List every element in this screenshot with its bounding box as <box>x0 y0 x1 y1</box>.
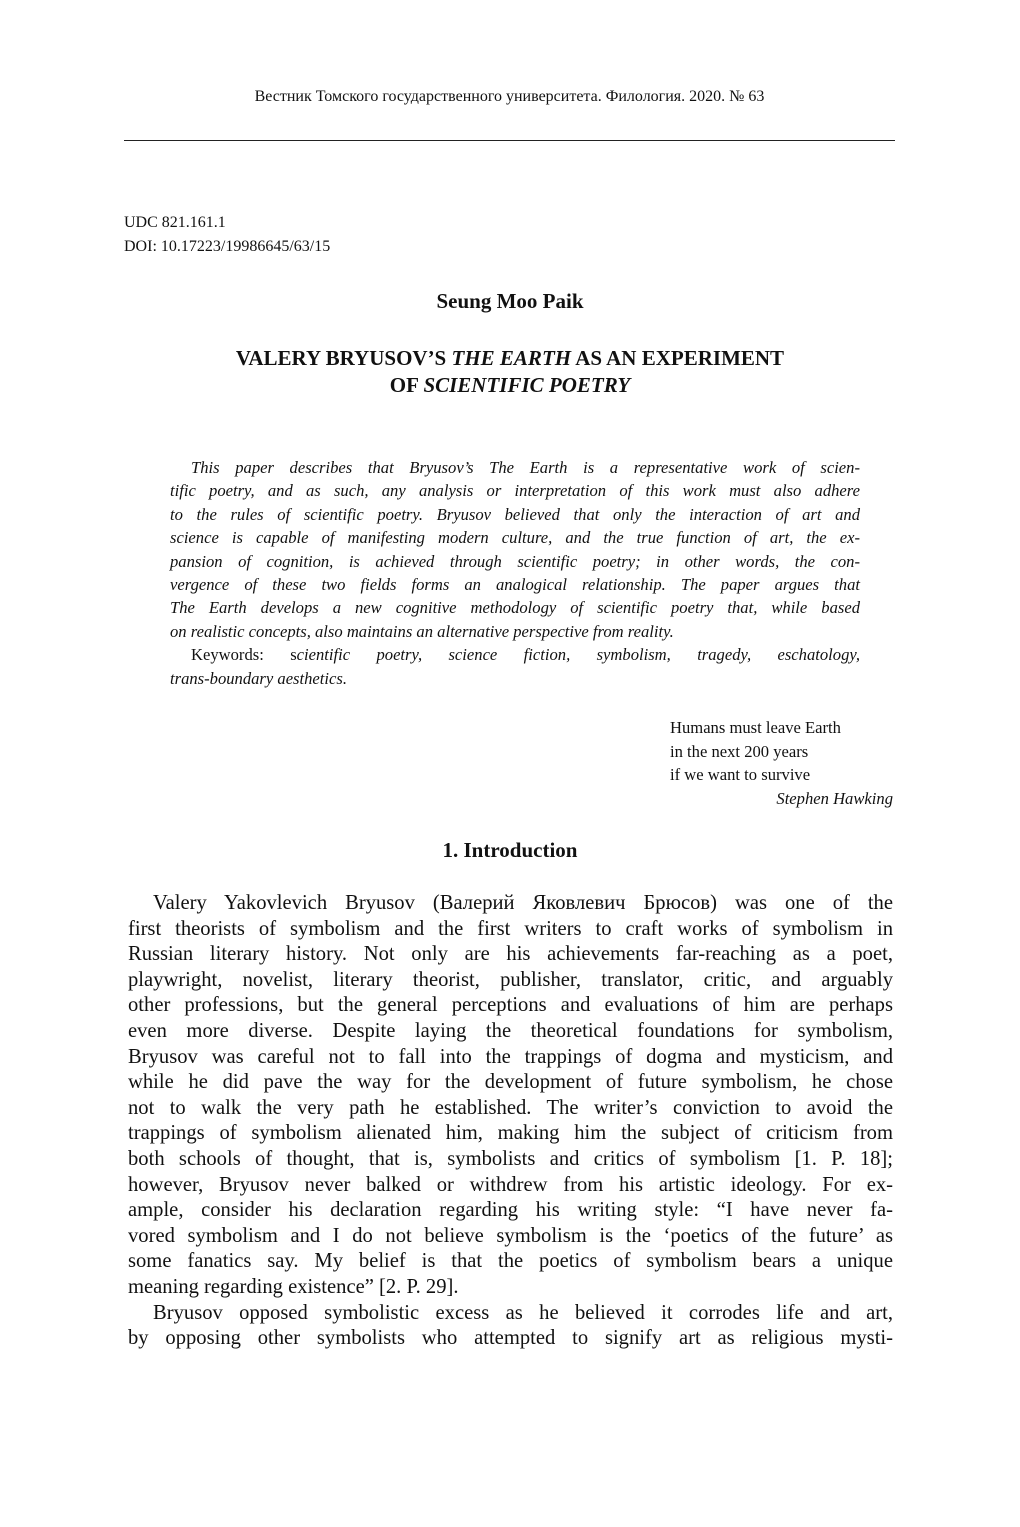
body-line: Valery Yakovlevich Bryusov (Валерий Яковлевич Брюсов) was one of the <box>153 892 893 914</box>
keywords-label: Keywords: s <box>191 645 297 665</box>
abstract <box>170 456 860 690</box>
body-line: trappings of symbolism alienated him, making him the subject of criticism from <box>128 1122 893 1145</box>
article-identifiers <box>124 211 330 259</box>
epigraph <box>670 716 893 810</box>
body-line: not to walk the very path he established. The writer’s conviction to avoid the <box>128 1096 893 1119</box>
body-line: vored symbolism and I do not believe symbolism is the ‘poetics of the future’ as <box>128 1224 893 1247</box>
body-line: while he did pave the way for the development of future symbolism, he chose <box>128 1071 893 1094</box>
body-line: first theorists of symbolism and the first writers to craft works of symbolism in <box>128 917 893 940</box>
author-name: Seung Moo Paik <box>436 289 584 313</box>
epigraph-line: in the next 200 years <box>670 741 809 761</box>
body-line: by opposing other symbolists who attempted to signify art as religious mysti- <box>128 1327 893 1350</box>
body-line: Russian literary history. Not only are his achievements far-reaching as a poet, <box>128 943 893 966</box>
body-line: both schools of thought, that is, symbolists and critics of symbolism [1. P. 18]; <box>128 1147 893 1170</box>
header-rule <box>124 140 895 141</box>
abstract-line: This paper describes that Bryusov’s The Earth is a representative work of scien- <box>191 458 860 477</box>
epigraph-attribution: Stephen Hawking <box>776 788 893 808</box>
abstract-line: tific poetry, and as such, any analysis or interpretation of this work must also adhere <box>170 481 860 501</box>
abstract-line: pansion of cognition, is achieved through scientific poetry; in other words, the con- <box>170 551 860 571</box>
keywords-continued: trans-boundary aesthetics. <box>170 668 347 688</box>
doi: DOI: 10.17223/19986645/63/15 <box>124 238 331 255</box>
body-line: some fanatics say. My belief is that the poetics of symbolism bears a unique <box>128 1250 893 1273</box>
article-title <box>0 345 1020 399</box>
abstract-line: The Earth develops a new cognitive methodology of scientific poetry that, while based <box>170 598 860 618</box>
body-line: however, Bryusov never balked or withdrew from his artistic ideology. For ex- <box>128 1173 893 1196</box>
section-heading: 1. Introduction <box>442 838 578 862</box>
abstract-line: science is capable of manifesting modern culture, and the true function of art, the ex- <box>170 528 860 548</box>
body-line: Bryusov opposed symbolistic excess as he believed it corrodes life and art, <box>153 1301 893 1324</box>
body-line: playwright, novelist, literary theorist, publisher, translator, critic, and arguably <box>128 968 893 991</box>
abstract-line: on realistic concepts, also maintains an alternative perspective from reality. <box>170 621 674 641</box>
udc-code: UDC 821.161.1 <box>124 214 226 231</box>
running-header: Вестник Томского государственного университета. Филология. 2020. № 63 <box>254 88 765 105</box>
abstract-line: vergence of these two fields forms an analogical relationship. The paper argues that <box>170 575 860 595</box>
keywords: Keywords: scientific poetry, science fiction, symbolism, tragedy, eschatology, <box>191 645 860 665</box>
body-line: other professions, but the general perceptions and evaluations of him are perhaps <box>128 994 893 1017</box>
body-line: meaning regarding existence” [2. P. 29]. <box>128 1275 459 1298</box>
title-line: VALERY BRYUSOV’S THE EARTH AS AN EXPERIMENT <box>235 346 785 370</box>
body-line: even more diverse. Despite laying the theoretical foundations for symbolism, <box>128 1019 893 1042</box>
body-line: Bryusov was careful not to fall into the trappings of dogma and mysticism, and <box>128 1045 893 1068</box>
epigraph-line: Humans must leave Earth <box>670 718 841 737</box>
title-line: OF SCIENTIFIC POETRY <box>389 373 631 397</box>
body-line: ample, consider his declaration regarding his writing style: “I have never fa- <box>128 1199 893 1222</box>
epigraph-line: if we want to survive <box>670 765 811 784</box>
abstract-line: to the rules of scientific poetry. Bryusov believed that only the interaction of art and <box>170 504 860 524</box>
body-text <box>128 891 893 1352</box>
